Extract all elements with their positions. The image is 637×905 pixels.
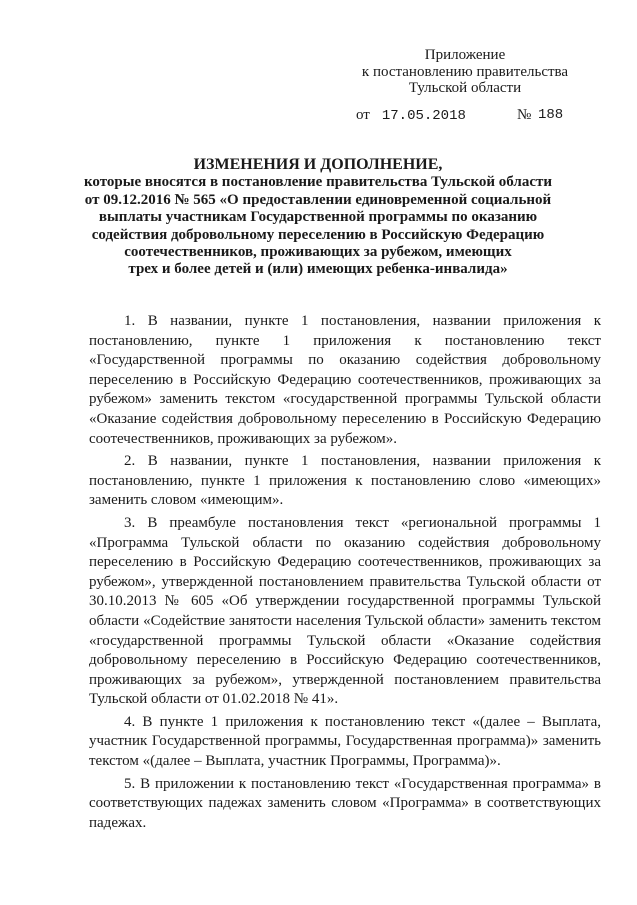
date-number-line bbox=[356, 106, 571, 125]
title-line-1: которые вносятся в постановление правительства Тульской области bbox=[83, 174, 553, 191]
date-label: от bbox=[356, 107, 370, 123]
title-line-6: трех и более детей и (или) имеющих ребенка-инвалида» bbox=[128, 261, 508, 278]
title-line-5: соотечественников, проживающих за рубежом, имеющих bbox=[124, 244, 512, 261]
paragraph-5: 5. В приложении к постановлению текст «Государственная программа» в соответствующих падежах заменить словом «Программа» в соответствующих падежах. bbox=[89, 775, 601, 831]
document-body bbox=[89, 312, 601, 836]
document-date: 17.05.2018 bbox=[381, 108, 466, 124]
paragraph-2: 2. В названии, пункте 1 постановления, названии приложения к постановлению, пункте 1 приложения к постановлению слово «имеющих» заменить словом «имеющим». bbox=[89, 453, 601, 509]
appendix-line-3: Тульской области bbox=[408, 80, 522, 96]
appendix-line-2: к постановлению правительства bbox=[361, 63, 569, 80]
paragraph-4: 4. В пункте 1 приложения к постановлению текст «(далее – Выплата, участник Государственной программы, Государственная программа)» заменить текстом «(далее – Выплата, участник Программы, Программа)». bbox=[89, 713, 601, 770]
number-label: № bbox=[517, 107, 532, 123]
title-line-2: от 09.12.2016 № 565 «О предоставлении единовременной социальной bbox=[84, 191, 552, 208]
paragraph-3: 3. В преамбуле постановления текст «региональной программы 1 «Программа Тульской области по оказанию содействия добровольному переселению в Российскую Федерацию соотечественников, проживающих за рубежом», утвержденной постановлением правительства Тульской области от 30.10.2013 № 605 «Об утверждении государственной программы Тульской области «Содействие занятости населения Тульской области» заменить текстом «государственной программы Тульской области «Оказание содействия добровольному переселению в Российскую Федерацию соотечественников, проживающих за рубежом», утвержденной постановлением правительства Тульской области от 01.02.2018 № 41». bbox=[89, 514, 601, 708]
paragraph-1: 1. В названии, пункте 1 постановления, названии приложения к постановлению, пункте 1 приложения к постановлению текст «Государственной программы по оказанию содействия добровольному переселению в Российскую Федерацию соотечественников, проживающих за рубежом» заменить текстом «государственной программы Тульской области «Оказание содействия добровольному переселению в Российскую Федерацию соотечественников, проживающих за рубежом». bbox=[89, 313, 601, 447]
appendix-line-1: Приложение bbox=[424, 47, 506, 63]
title-heading: ИЗМЕНЕНИЯ И ДОПОЛНЕНИЕ, bbox=[193, 156, 443, 173]
title-line-4: содействия добровольному переселению в Российскую Федерацию bbox=[91, 226, 545, 243]
title-line-3: выплаты участникам Государственной программы по оказанию bbox=[98, 209, 538, 226]
appendix-header bbox=[330, 47, 600, 97]
document-number: 188 bbox=[538, 107, 564, 123]
document-title bbox=[80, 156, 556, 279]
